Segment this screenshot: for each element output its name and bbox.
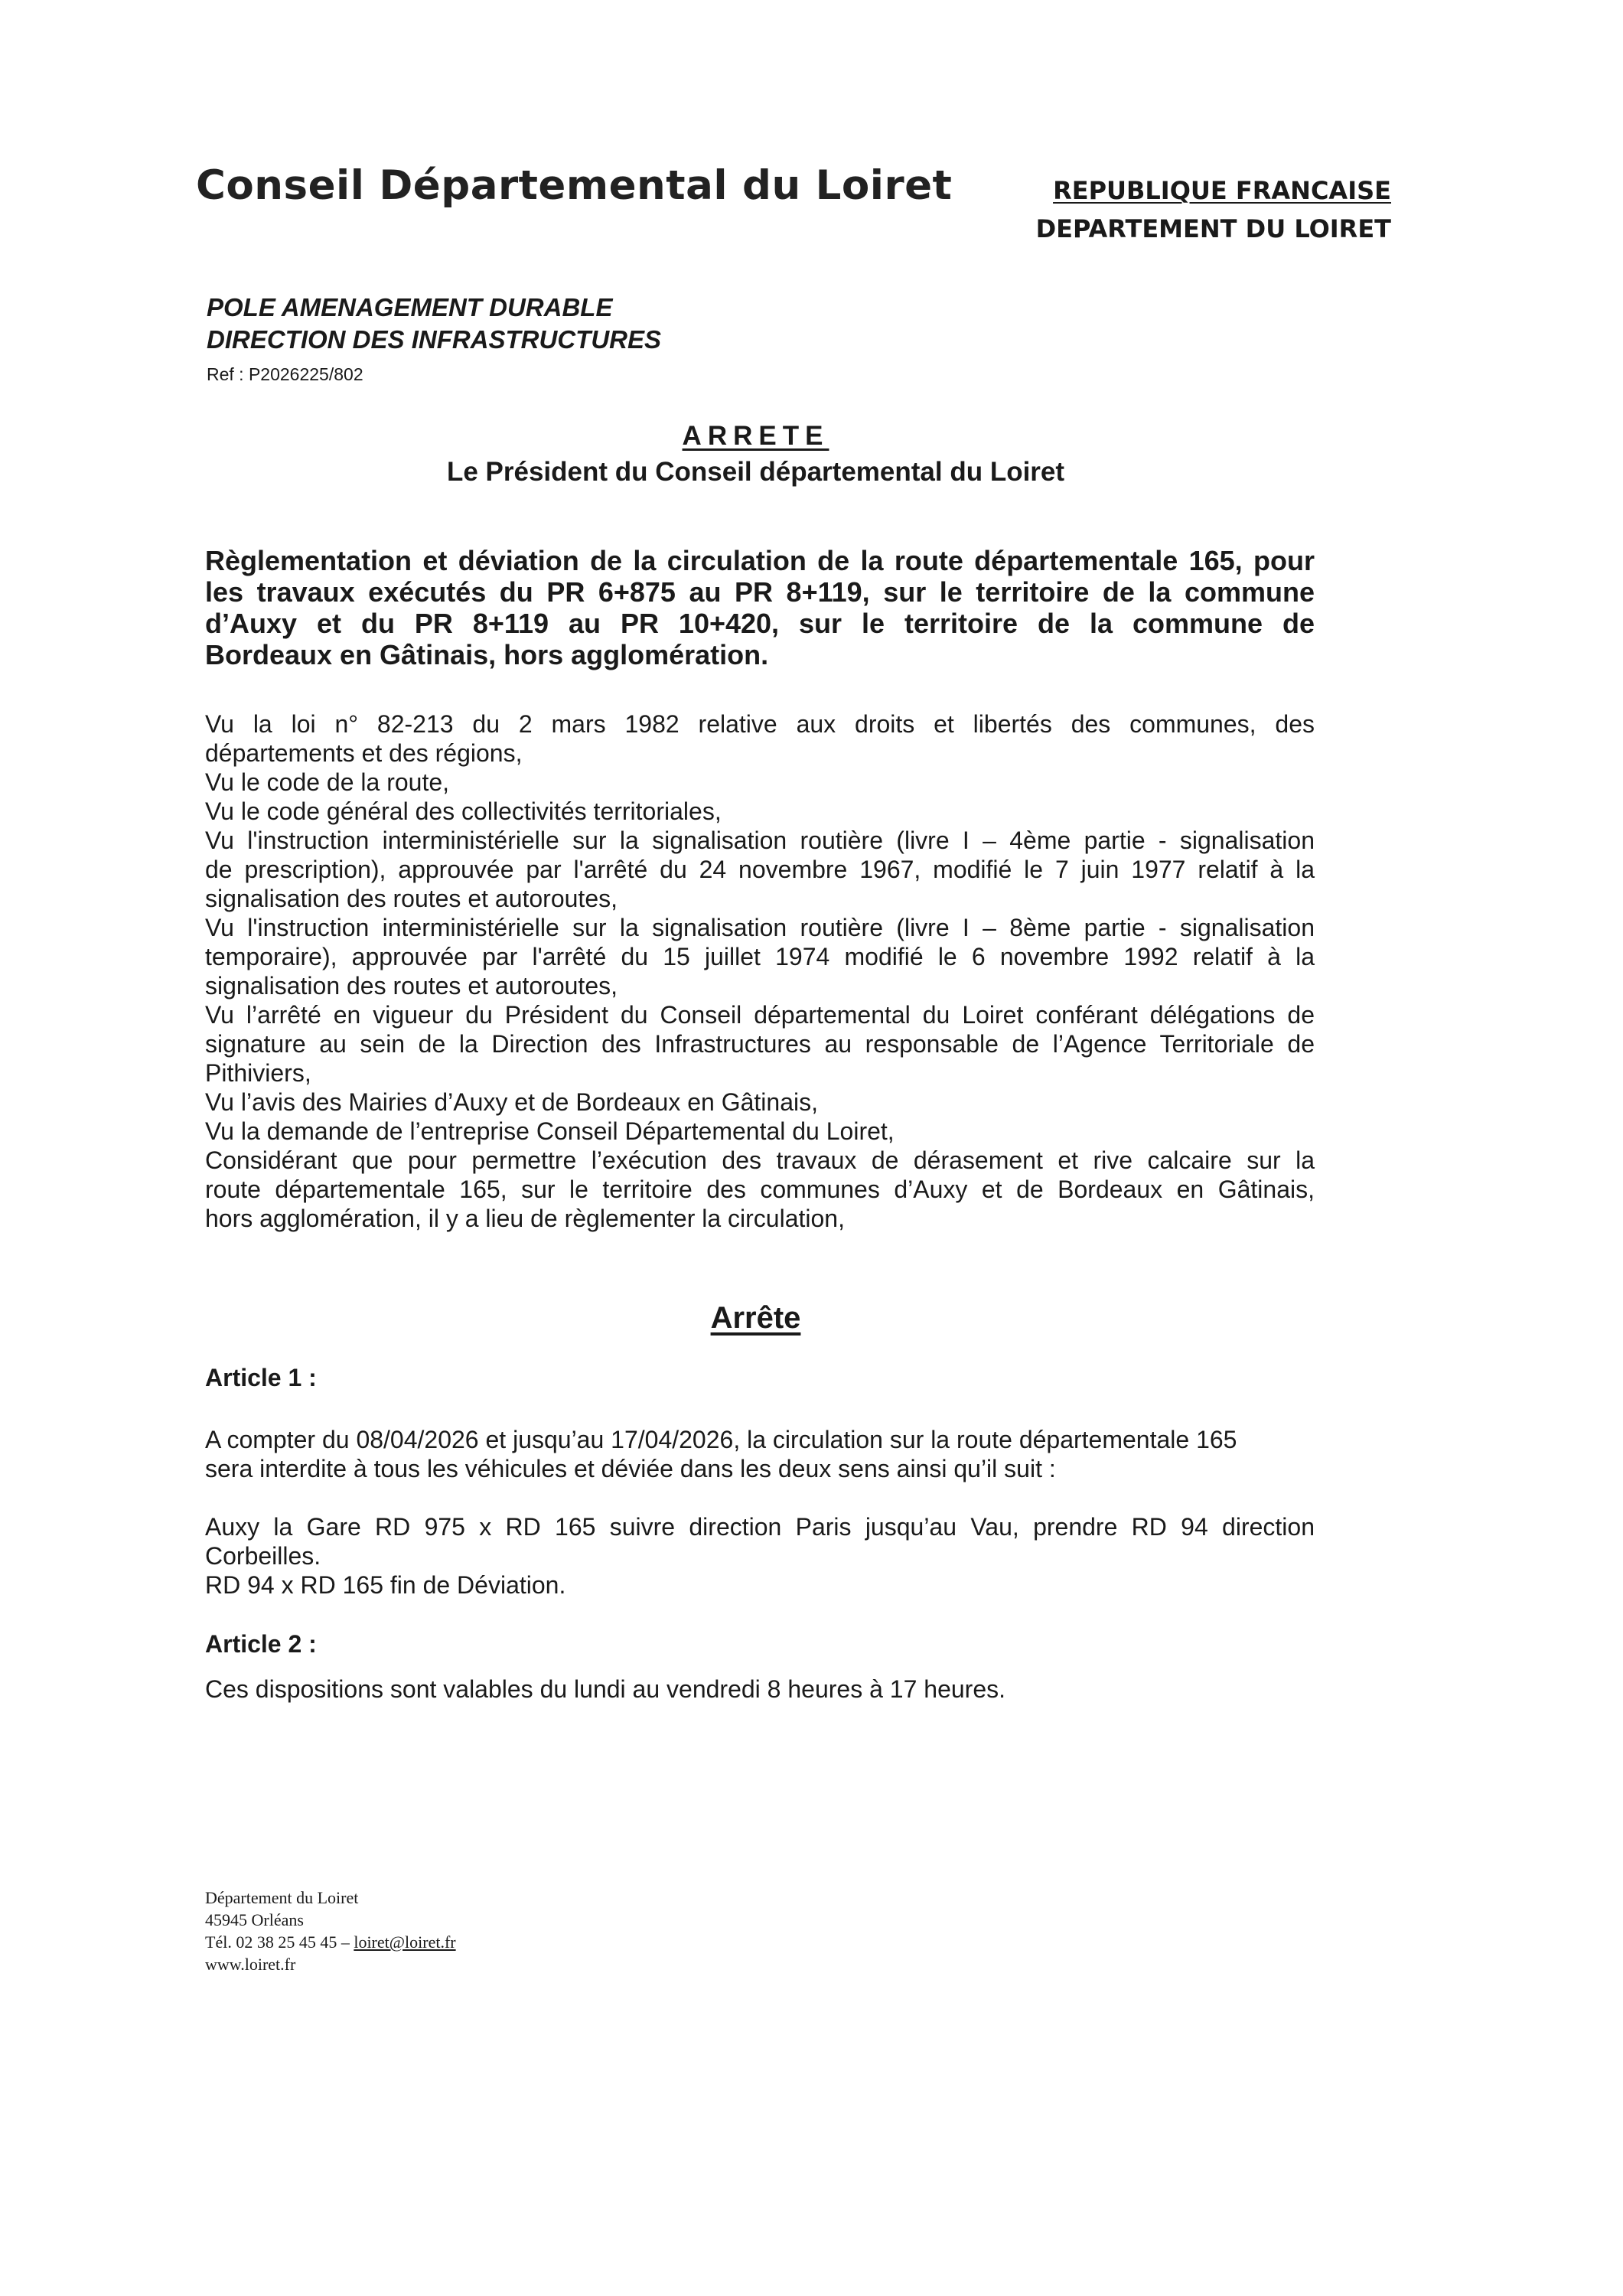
subject-line: Bordeaux en Gâtinais, hors agglomération. [205,639,769,670]
visa-line: hors agglomération, il y a lieu de règlementer la circulation, [205,1205,845,1232]
article-line: RD 94 x RD 165 fin de Déviation. [205,1571,566,1599]
visa-line: Vu le code général des collectivités territoriales, [205,797,722,825]
visa-line: signature au sein de la Direction des Infrastructures au responsable de l’Agence Territoriale de [205,1030,1315,1058]
organization-title: Conseil Départemental du Loiret [196,162,953,209]
article-1-paragraph-1 [205,1425,1315,1483]
service-block [207,292,661,356]
visa-line: Vu l’arrêté en vigueur du Président du Conseil départemental du Loiret conférant délégations de [205,1001,1315,1029]
decision-heading: Arrête [710,1301,801,1335]
visa-line: Vu l'instruction interministérielle sur la signalisation routière (livre I – 8ème partie - signalisation [205,914,1315,941]
footer-phone: Tél. 02 38 25 45 45 – [205,1932,350,1952]
subject-line: d’Auxy et du PR 8+119 au PR 10+420, sur le territoire de la commune de [205,608,1315,639]
visa-line: signalisation des routes et autoroutes, [205,885,618,912]
issuer-heading: Le Président du Conseil départemental du Loiret [446,457,1065,487]
direction-label: DIRECTION DES INFRASTRUCTURES [207,325,662,354]
visa-line: Vu la demande de l’entreprise Conseil Départemental du Loiret, [205,1117,895,1145]
visa-line: départements et des régions, [205,739,523,767]
decree-subject [205,545,1315,670]
article-line: A compter du 08/04/2026 et jusqu’au 17/04/2026, la circulation sur la route départementale 165 [205,1426,1237,1453]
visa-line: de prescription), approuvée par l'arrêté du 24 novembre 1967, modifié le 7 juin 1977 relatif à la [205,856,1315,883]
article-line: Ces dispositions sont valables du lundi au vendredi 8 heures à 17 heures. [205,1675,1005,1703]
article-1-paragraph-2 [205,1512,1315,1600]
department-label: DEPARTEMENT DU LOIRET [1035,214,1391,243]
subject-line: les travaux exécutés du PR 6+875 au PR 8+119, sur le territoire de la commune [205,576,1315,608]
footer-name: Département du Loiret [205,1888,359,1907]
document-type-heading: ARRETE [682,421,829,451]
republic-label: REPUBLIQUE FRANCAISE [1053,176,1391,205]
article-2-text [205,1675,1315,1704]
visa-line: signalisation des routes et autoroutes, [205,972,618,1000]
visa-line: temporaire), approuvée par l'arrêté du 15 juillet 1974 modifié le 6 novembre 1992 relatif à la [205,943,1315,970]
article-line: Auxy la Gare RD 975 x RD 165 suivre direction Paris jusqu’au Vau, prendre RD 94 direction [205,1513,1315,1541]
visa-line: Vu l’avis des Mairies d’Auxy et de Bordeaux en Gâtinais, [205,1088,818,1116]
footer-email-link[interactable]: loiret@loiret.fr [354,1932,456,1952]
visa-line: Considérant que pour permettre l’exécution des travaux de dérasement et rive calcaire sur la [205,1146,1315,1174]
article-line: Corbeilles. [205,1542,321,1570]
visas-list [205,709,1315,1233]
footer-city: 45945 Orléans [205,1910,304,1929]
visa-line: Vu l'instruction interministérielle sur la signalisation routière (livre I – 4ème partie - signalisation [205,827,1315,854]
visa-line: Pithiviers, [205,1059,311,1087]
visa-line: route départementale 165, sur le territoire des communes d’Auxy et de Bordeaux en Gâtinais, [205,1176,1315,1203]
footer-address [205,1887,456,1975]
footer-contact [205,1931,456,1953]
visa-line: Vu la loi n° 82-213 du 2 mars 1982 relative aux droits et libertés des communes, des [205,710,1315,738]
footer-website-link[interactable]: www.loiret.fr [205,1955,296,1974]
article-line: sera interdite à tous les véhicules et déviée dans les deux sens ainsi qu’il suit : [205,1455,1056,1482]
article-1-title: Article 1 : [205,1364,317,1391]
subject-line: Règlementation et déviation de la circulation de la route départementale 165, pour [205,545,1315,576]
article-2-title: Article 2 : [205,1630,317,1658]
pole-label: POLE AMENAGEMENT DURABLE [207,293,613,321]
reference-number: Ref : P2026225/802 [207,364,363,384]
visa-line: Vu le code de la route, [205,768,450,796]
